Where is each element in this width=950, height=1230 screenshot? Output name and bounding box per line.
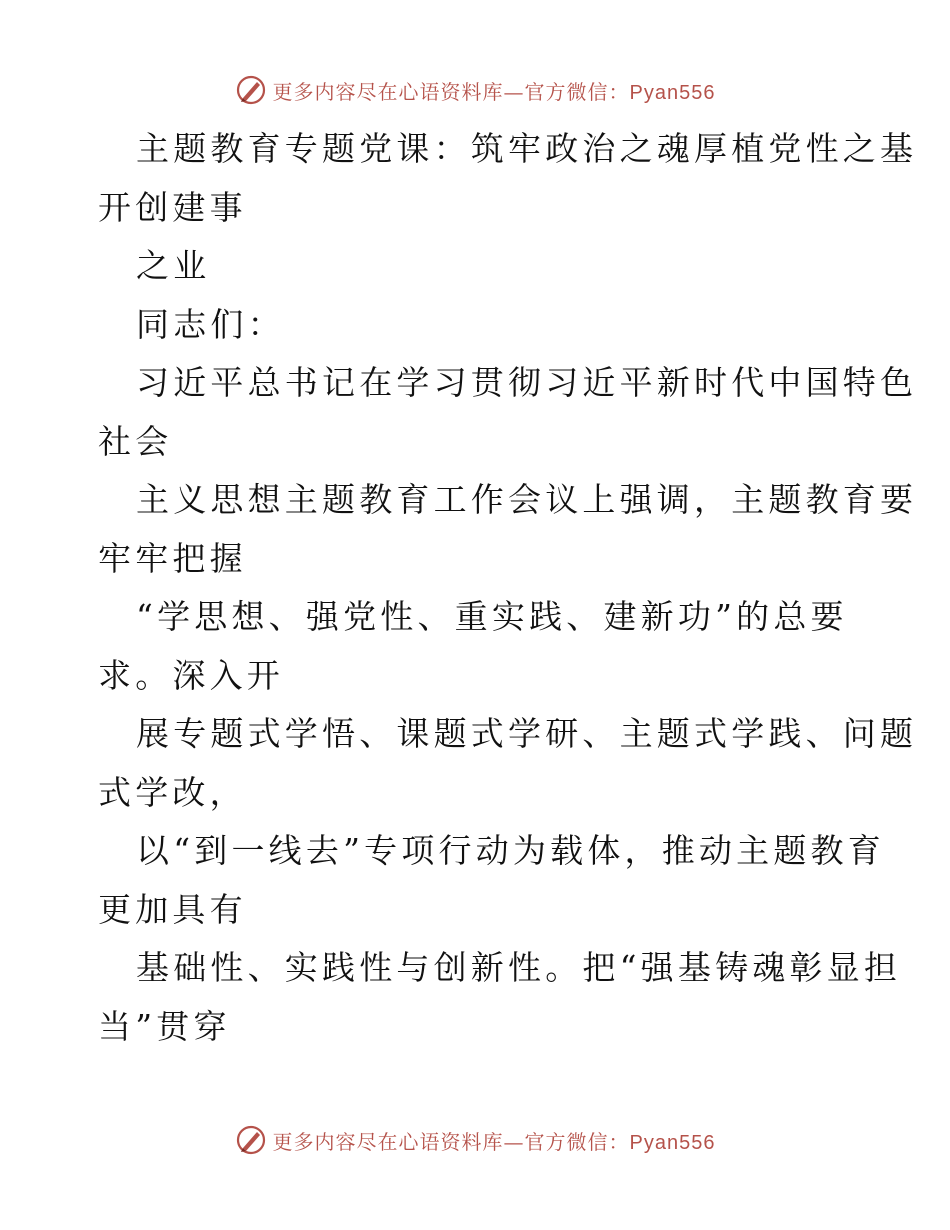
paragraph-line: 基础性、实践性与创新性。把“强基铸魂彰显担 <box>136 948 902 987</box>
title-line-1: 主题教育专题党课：筑牢政治之魂厚植党性之基 <box>136 129 918 168</box>
paragraph-line: 式学改， <box>98 772 247 812</box>
footer-banner-text <box>273 1126 716 1155</box>
document-body <box>98 120 918 1056</box>
paragraph-line: 社会 <box>98 421 173 461</box>
paragraph-line: 展专题式学悟、课题式学研、主题式学践、问题 <box>136 714 918 753</box>
footer-banner-contact: Pyan556 <box>629 1131 716 1154</box>
paragraph-line: 习近平总书记在学习贯彻习近平新时代中国特色 <box>136 363 918 402</box>
title-line-2: 开创建事 <box>98 187 247 227</box>
footer-banner <box>0 1120 950 1160</box>
pen-logo-icon <box>235 1124 267 1156</box>
title-line-3: 之业 <box>136 246 211 285</box>
salutation: 同志们： <box>136 304 285 344</box>
header-banner-contact: Pyan556 <box>629 81 716 104</box>
paragraph-line: 求。深入开 <box>98 655 284 695</box>
paragraph-line: 主义思想主题教育工作会议上强调，主题教育要 <box>136 480 918 519</box>
header-banner-main: 更多内容尽在心语资料库—官方微信： <box>272 79 630 104</box>
footer-banner-main: 更多内容尽在心语资料库—官方微信： <box>272 1129 630 1154</box>
header-banner <box>0 70 950 110</box>
pen-logo-icon <box>235 74 267 106</box>
paragraph-line: 牢牢把握 <box>98 538 247 578</box>
header-banner-text <box>273 76 716 105</box>
paragraph-line: “学思想、强党性、重实践、建新功”的总要 <box>136 597 848 636</box>
paragraph-line: 更加具有 <box>98 889 247 929</box>
paragraph-line: 以“到一线去”专项行动为载体，推动主题教育 <box>136 831 885 870</box>
paragraph-line: 当”贯穿 <box>98 1006 231 1046</box>
